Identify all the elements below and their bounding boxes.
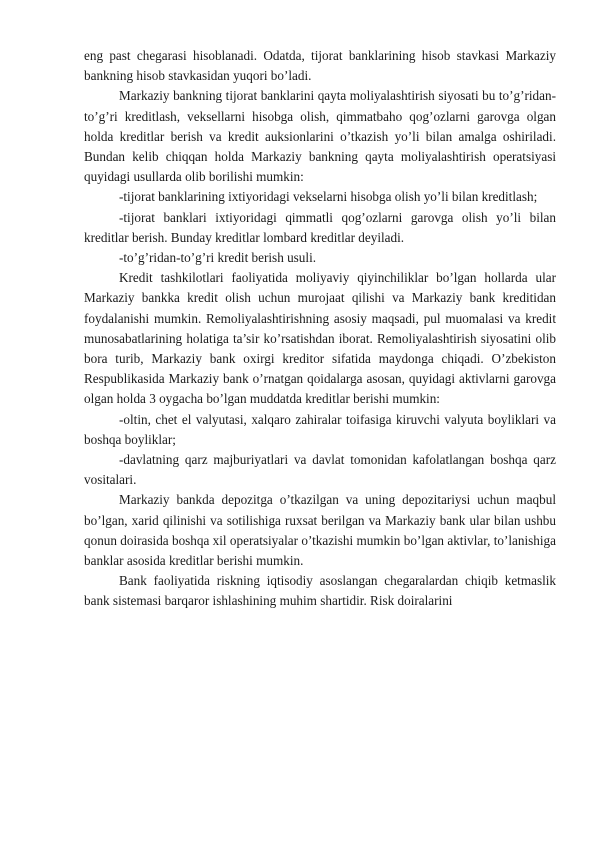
paragraph-credit-institutions: Kredit tashkilotlari faoliyatida moliyaviy qiyinchiliklar bo’lgan hollarda ular Markaziy bankka kredit olish uchun murojaat qilishi va Markaziy bank kreditidan foydalanishi mumkin. Remoliyalashtirishning asosiy maqsadi, pul muomalasi va kredit munosabatlarining holatiga ta’sir ko’rsatishdan iborat. Remoliyalashtirish siyosatini olib bora turib, Markaziy bank oxirgi kreditor sifatida maydonga chiqadi. O’zbekiston Respublikasida Markaziy bank o’rnatgan qoidalarga asosan, quyidagi aktivlarni garovga olgan holda 3 oygacha bo’lgan muddatda kreditlar berishi mumkin:	[84, 270, 556, 407]
list-item-lombard-credit: -tijorat banklari ixtiyoridagi qimmatli qog’ozlarni garovga olish yo’li bilan kreditlar berish. Bunday kreditlar lombard kreditlar deyiladi.	[84, 209, 556, 245]
list-item-direct-credit: -to’g’ridan-to’g’ri kredit berish usuli.	[119, 250, 317, 266]
list-item-bill-discounting: -tijorat banklarining ixtiyoridagi vekselarni hisobga olish yo’li bilan kreditlash;	[119, 189, 538, 205]
document-page	[84, 46, 556, 612]
paragraph-deposited-assets: Markaziy bankda depozitga o’tkazilgan va uning depozitariysi uchun maqbul bo’lgan, xarid qilinishi va sotilishiga ruxsat berilgan va Markaziy bank ular bilan ushbu qonun doirasida boshqa xil operatsiyalar o’tkazishi mumkin bo’lgan aktivlar, to’lanishiga banklar asosida kreditlar berishi mumkin.	[84, 492, 556, 569]
paragraph-bank-risk: Bank faoliyatida riskning iqtisodiy asoslangan chegaralardan chiqib ketmaslik bank sistemasi barqaror ishlashining muhim shartidir. Risk doiralarini	[84, 573, 556, 609]
paragraph-continuation: eng past chegarasi hisoblanadi. Odatda, tijorat banklarining hisob stavkasi Markaziy bankning hisob stavkasidan yuqori bo’ladi.	[84, 48, 556, 84]
list-item-gold-currency: -oltin, chet el valyutasi, xalqaro zahiralar toifasiga kiruvchi valyuta boyliklari va boshqa boyliklar;	[84, 411, 556, 447]
paragraph-refinancing-policy: Markaziy bankning tijorat banklarini qayta moliyalashtirish siyosati bu to’g’ridan-to’g’ri kreditlash, veksellarni hisobga olish, qimmatbaho qog’ozlarni garovga olgan holda kreditlar berish va kredit auksionlarini o’tkazish yo’li bilan amalga oshiriladi. Bundan kelib chiqqan holda Markaziy bankning qayta moliyalashtirish operatsiyasi quyidagi usullarda olib borilishi mumkin:	[84, 88, 556, 185]
list-item-state-debt: -davlatning qarz majburiyatlari va davlat tomonidan kafolatlangan boshqa qarz vositalari.	[84, 452, 556, 488]
